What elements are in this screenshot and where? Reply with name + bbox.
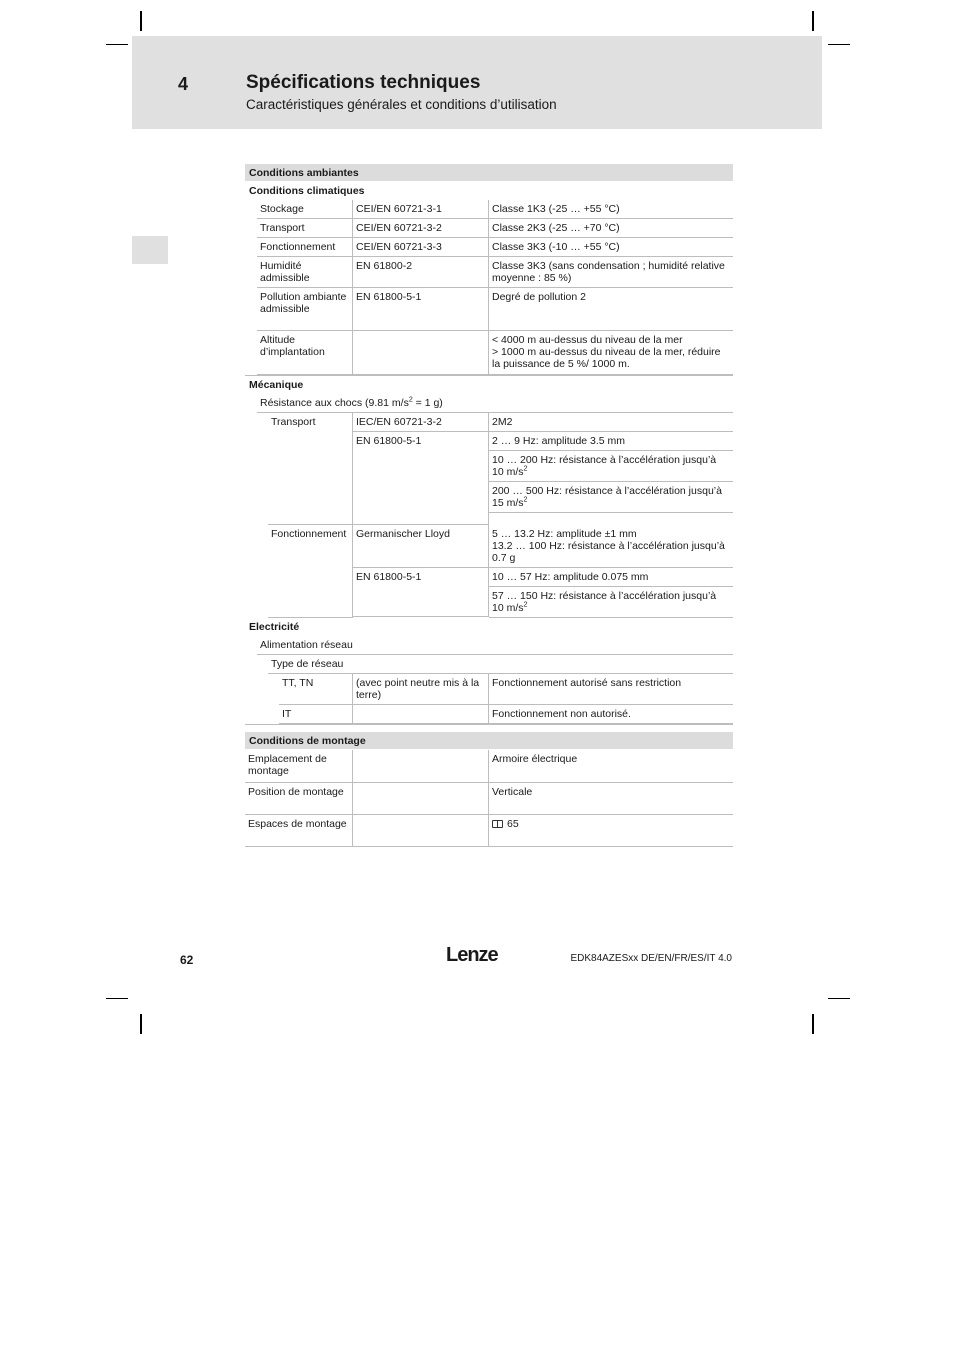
row-standard xyxy=(353,783,489,815)
subsection-header: Mécanique xyxy=(245,375,733,394)
lenze-logo: Lenze xyxy=(446,944,498,966)
table-row xyxy=(353,432,733,525)
page-title: Spécifications techniques xyxy=(246,72,481,93)
table-row xyxy=(257,219,733,238)
row-label: Stockage xyxy=(257,200,353,219)
row-value: Classe 3K3 (-10 … +55 °C) xyxy=(489,238,733,257)
operation-values xyxy=(353,525,733,618)
row-value xyxy=(489,587,733,618)
crop-mark xyxy=(106,998,128,999)
page-reference[interactable]: 65 xyxy=(507,818,519,830)
row-standard: CEI/EN 60721-3-3 xyxy=(353,238,489,257)
transport-group xyxy=(268,413,733,525)
row-standard: IEC/EN 60721-3-2 xyxy=(353,413,489,432)
book-icon xyxy=(492,820,503,828)
row-standard: (avec point neutre mis à la terre) xyxy=(353,674,489,705)
crop-mark xyxy=(140,11,142,31)
chapter-number: 4 xyxy=(178,74,189,94)
crop-mark xyxy=(106,44,128,45)
crop-mark xyxy=(140,1014,142,1034)
row-standard: EN 61800-2 xyxy=(353,257,489,288)
row-value: 10 … 57 Hz: amplitude 0.075 mm xyxy=(489,568,733,587)
document-id: EDK84AZESxx DE/EN/FR/ES/IT 4.0 xyxy=(570,953,732,964)
row-label: Altitude d’implantation xyxy=(257,331,353,375)
row-label: IT xyxy=(279,705,353,724)
row-standard xyxy=(353,750,489,783)
row-value xyxy=(489,331,733,375)
row-label: Transport xyxy=(257,219,353,238)
row-value xyxy=(489,815,733,847)
row-standard xyxy=(353,815,489,847)
row-label: Fonctionnement xyxy=(268,525,353,618)
row-standard: CEI/EN 60721-3-2 xyxy=(353,219,489,238)
row-standard: EN 61800-5-1 xyxy=(353,432,489,525)
row-standard xyxy=(353,331,489,375)
subsection-header: Conditions climatiques xyxy=(249,185,365,197)
row-label: Humidité admissible xyxy=(257,257,353,288)
table-row xyxy=(245,750,733,783)
row-standard: CEI/EN 60721-3-1 xyxy=(353,200,489,219)
row-values xyxy=(489,568,733,618)
crop-mark xyxy=(828,44,850,45)
altitude-line-1: < 4000 m au-dessus du niveau de la mer xyxy=(492,334,683,346)
chapter-tab xyxy=(132,236,168,264)
shock-resistance xyxy=(257,394,733,413)
row-value: Classe 1K3 (-25 … +55 °C) xyxy=(489,200,733,219)
value-line: 13.2 … 100 Hz: résistance à l’accélération jusqu’à 0.7 g xyxy=(492,540,725,564)
table-row xyxy=(257,238,733,257)
table-row xyxy=(279,705,733,724)
row-value: 2 … 9 Hz: amplitude 3.5 mm xyxy=(489,432,733,451)
value-text: 57 … 150 Hz: résistance à l’accélération jusqu’à 10 m/s xyxy=(492,590,717,614)
crop-mark xyxy=(828,998,850,999)
row-label: TT, TN xyxy=(279,674,353,705)
page-number: 62 xyxy=(180,953,194,967)
table-row xyxy=(353,413,733,432)
row-values xyxy=(489,432,733,525)
row-value: Fonctionnement autorisé sans restriction xyxy=(489,674,733,705)
operation-group xyxy=(268,525,733,618)
superscript: 2 xyxy=(408,396,413,404)
row-label: Emplacement de montage xyxy=(245,750,353,783)
row-value: Verticale xyxy=(489,783,733,815)
row-value: Fonctionnement non autorisé. xyxy=(489,705,733,724)
superscript: 2 xyxy=(523,465,528,473)
table-row xyxy=(245,815,733,847)
page-subtitle: Caractéristiques générales et conditions d’utilisation xyxy=(246,97,557,112)
row-value xyxy=(489,482,733,513)
transport-values xyxy=(353,413,733,525)
row-value: Classe 3K3 (sans condensation ; humidité relative moyenne : 85 %) xyxy=(489,257,733,288)
ambient-conditions-table xyxy=(245,164,733,725)
crop-mark xyxy=(812,11,814,31)
table-row xyxy=(257,331,733,375)
table-row xyxy=(257,200,733,219)
subsection-header: Electricité xyxy=(249,621,300,633)
row-label: Pollution ambiante admissible xyxy=(257,288,353,331)
row-standard: EN 61800-5-1 xyxy=(353,568,489,617)
row-label: Espaces de montage xyxy=(245,815,353,847)
row-value xyxy=(489,451,733,482)
superscript: 2 xyxy=(523,601,528,609)
row-label: Transport xyxy=(268,413,353,525)
network-type: Type de réseau xyxy=(268,655,733,674)
table-row xyxy=(353,525,733,568)
table-bottom-rule xyxy=(245,724,733,725)
crop-mark xyxy=(812,1014,814,1034)
table-row xyxy=(245,783,733,815)
row-standard xyxy=(353,705,489,724)
altitude-line-2: > 1000 m au-dessus du niveau de la mer, réduire la puissance de 5 %/ 1000 m. xyxy=(492,346,721,370)
row-value: 2M2 xyxy=(489,413,733,432)
row-value: Degré de pollution 2 xyxy=(489,288,733,331)
table-row xyxy=(353,568,733,618)
row-standard: EN 61800-5-1 xyxy=(353,288,489,331)
table-row xyxy=(279,674,733,705)
row-label: Fonctionnement xyxy=(257,238,353,257)
superscript: 2 xyxy=(523,496,528,504)
row-value xyxy=(489,525,733,568)
mains-supply: Alimentation réseau xyxy=(257,636,733,655)
shock-text-end: = 1 g) xyxy=(412,397,443,409)
row-value: Classe 2K3 (-25 … +70 °C) xyxy=(489,219,733,238)
row-value: Armoire électrique xyxy=(489,750,733,783)
table-row xyxy=(257,257,733,288)
value-line: 5 … 13.2 Hz: amplitude ±1 mm xyxy=(492,528,637,540)
shock-text: Résistance aux chocs (9.81 m/s xyxy=(260,397,409,409)
table-row xyxy=(257,288,733,331)
section-header: Conditions ambiantes xyxy=(245,164,733,181)
mounting-conditions-table xyxy=(245,732,733,847)
value-text: 200 … 500 Hz: résistance à l’accélération jusqu’à 15 m/s xyxy=(492,485,722,509)
row-standard: Germanischer Lloyd xyxy=(353,525,489,568)
value-text: 10 … 200 Hz: résistance à l’accélération jusqu’à 10 m/s xyxy=(492,454,717,478)
section-header: Conditions de montage xyxy=(245,732,733,749)
row-label: Position de montage xyxy=(245,783,353,815)
